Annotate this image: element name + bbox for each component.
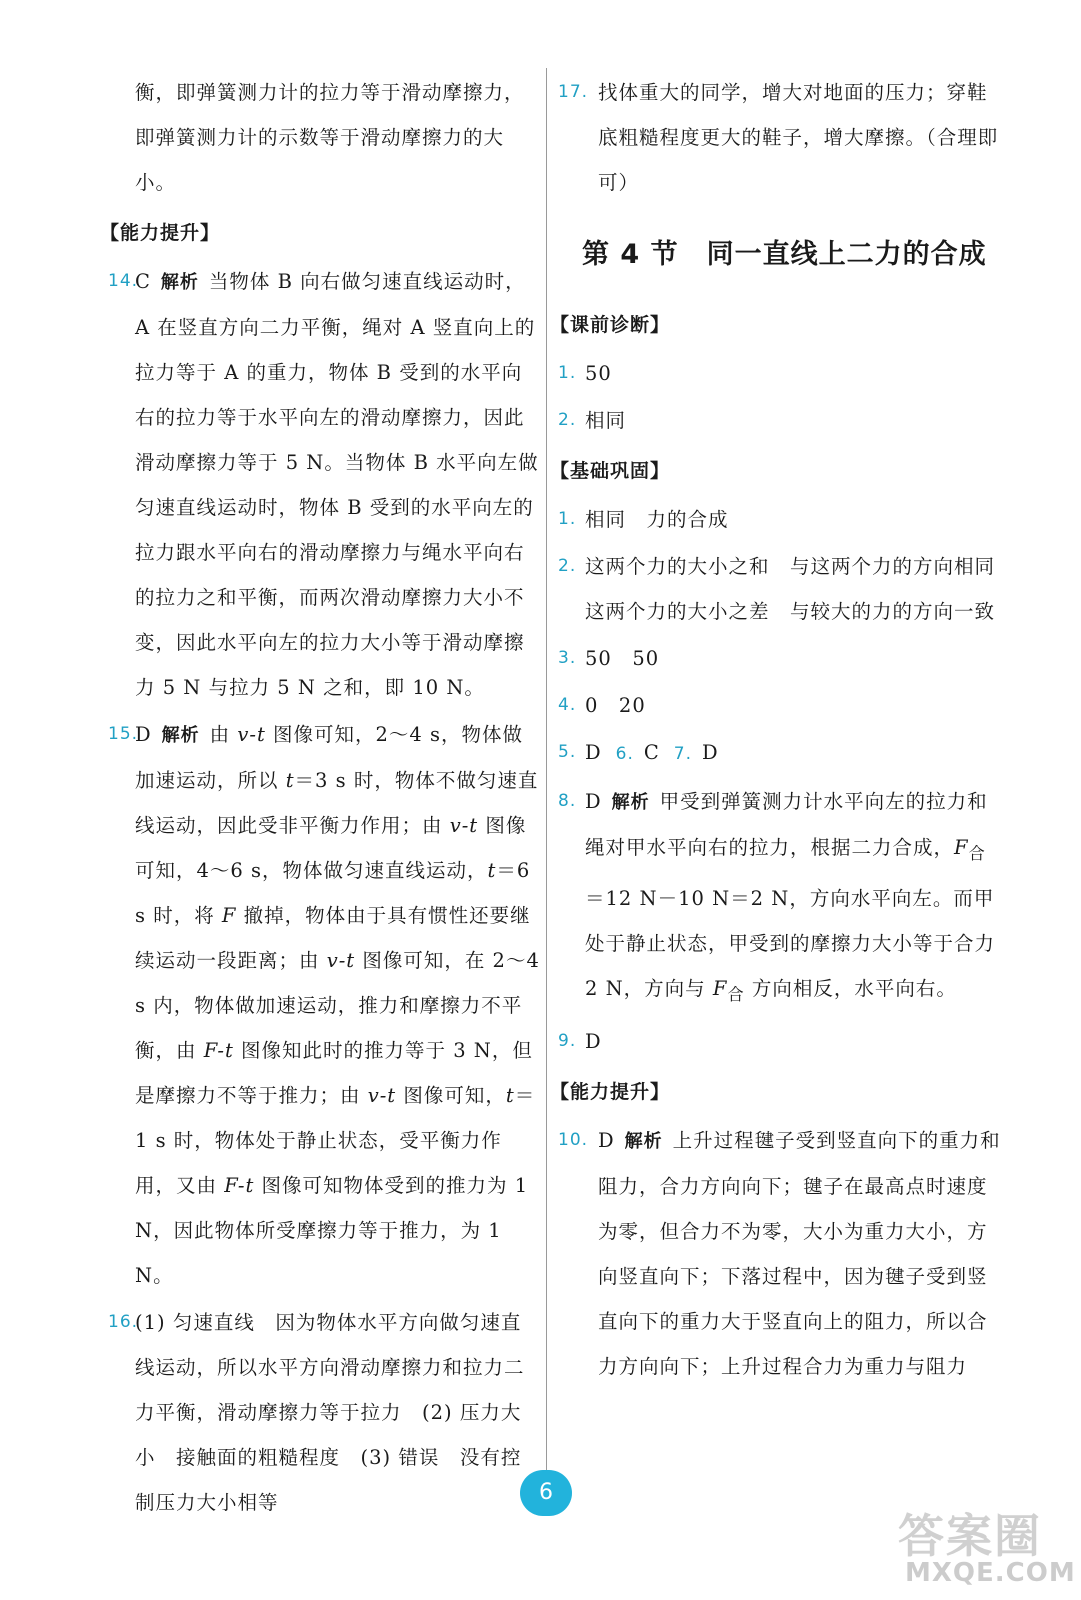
page-number: 6 (520, 1470, 572, 1516)
q14-text: 当物体 B 向右做匀速直线运动时，A 在竖直方向二力平衡，绳对 A 竖直向上的拉力等于 A 的重力，物体 B 受到的水平向右的拉力等于水平向左的滑动摩擦力，因此滑动摩擦力等于 5 N。当物体 B 水平向左做匀速直线运动时，物体 B 受到的水平向左的拉力跟水平向右的滑动摩擦力与绳水平向右的拉力之和平衡，而两次滑动摩擦力大小不变，因此水平向左的拉力大小等于滑动摩擦力 5 N 与拉力 5 N 之和，即 10 N。 (135, 270, 539, 699)
q10-answer: D (598, 1128, 615, 1152)
basic-7-text: D (702, 741, 719, 764)
q15-text: ＝3 s 时，物体不做匀速直线运动，因此受非平衡力作用；由 (135, 769, 539, 837)
q10-text: 上升过程毽子受到竖直向下的重力和阻力，合力方向向下；毽子在最高点时速度为零，但合力不为零，大小为重力大小，方向竖直向下；下落过程中，因为毽子受到竖直向下的重力大于竖直向上的阻力，所以合力方向向下；上升过程合力为重力与阻力 (598, 1128, 1001, 1378)
basic-answer-9 (558, 1019, 1005, 1064)
q15-t: t (487, 859, 497, 882)
q15-text: 图像可知，4～6 s，物体做匀速直线运动， (135, 814, 527, 882)
q15-answer: D (135, 723, 152, 746)
watermark-logo: 答案圈 (898, 1509, 1042, 1563)
q15-text: ＝1 s 时，物体处于静止状态，受平衡力作用，又由 (135, 1084, 536, 1197)
section-ability-right: 【能力提升】 (550, 1080, 671, 1103)
q10-number: 10. (558, 1129, 589, 1150)
basic-7-number: 7. (673, 744, 693, 764)
basic-5-number: 5. (558, 742, 577, 762)
q15-vt: v-t (367, 1084, 397, 1107)
q15-keyword: 解析 (161, 725, 200, 746)
watermark-url: MXQE.COM (905, 1558, 1076, 1588)
pre-1-text: 50 (585, 362, 612, 385)
basic-8-text: ＝12 N－10 N＝2 N，方向水平向左。而甲处于静止状态，甲受到的摩擦力大小等于合力 2 N，方向与 (585, 886, 996, 1000)
q15-F: F (221, 904, 237, 927)
q15-vt: v-t (326, 949, 356, 972)
basic-answer-8 (558, 779, 1005, 1017)
q15-text: 撤掉，物体由于具有惯性还要继续运动一段距离；由 (135, 904, 531, 972)
pre-2-number: 2. (558, 410, 577, 430)
left-column (100, 70, 540, 1527)
basic-8-text: 方向相反，水平向右。 (744, 976, 957, 1000)
section-basic: 【基础巩固】 (550, 460, 671, 482)
q13-text: 衡，即弹簧测力计的拉力等于滑动摩擦力，即弹簧测力计的示数等于滑动摩擦力的大小。 (135, 81, 525, 194)
q15-text: ＝6 s 时，将 (135, 859, 531, 927)
basic-1-text: 相同 力的合成 (585, 508, 729, 531)
q15-text: 图像可知物体受到的推力为 1 N，因此物体所受摩擦力等于推力，为 1 N。 (135, 1174, 529, 1287)
right-column (550, 70, 1016, 1391)
basic-8-sub: 合 (968, 843, 986, 863)
q15-t: t (285, 769, 295, 792)
q15-text: 由 (209, 723, 238, 746)
answer-14 (108, 259, 540, 710)
q15-text: 图像可知， (396, 1084, 506, 1107)
q17-text: 找体重大的同学，增大对地面的压力；穿鞋底粗糙程度更大的鞋子，增大摩擦。（合理即可） (598, 81, 999, 194)
q14-number: 14. (108, 271, 139, 291)
basic-4-number: 4. (558, 695, 577, 715)
basic-8-keyword: 解析 (611, 792, 650, 813)
basic-3-text: 50 50 (585, 647, 660, 670)
q15-vt: v-t (449, 814, 479, 837)
q15-text: 图像知此时的推力等于 3 N，但是摩擦力不等于推力；由 (135, 1039, 533, 1107)
basic-answer-5-7 (558, 730, 1005, 777)
basic-6-text: C (643, 741, 660, 764)
section-heading: 第 4 节 同一直线上二力的合成 (582, 239, 987, 270)
basic-8-text: 甲受到弹簧测力计水平向左的拉力和绳对甲水平向右的拉力，根据二力合成， (585, 790, 988, 859)
q17-number: 17. (558, 82, 589, 102)
section-ability: 【能力提升】 (100, 222, 221, 244)
basic-2-text: 这两个力的大小之和 与这两个力的方向相同 这两个力的大小之差 与较大的力的方向一致 (585, 555, 1016, 623)
q14-keyword: 解析 (160, 272, 199, 293)
basic-answer-1 (558, 497, 1005, 542)
q15-text: 图像可知，在 2～4 s 内，物体做加速运动，推力和摩擦力不平衡，由 (135, 949, 540, 1062)
q15-Ft: F-t (203, 1039, 234, 1062)
q15-vt: v-t (237, 723, 266, 746)
basic-4-text: 0 20 (585, 694, 646, 717)
q15-Ft: F-t (224, 1174, 255, 1197)
q13-continuation (108, 70, 540, 205)
basic-3-number: 3. (558, 648, 577, 668)
basic-answer-3 (558, 636, 1005, 681)
basic-9-number: 9. (558, 1030, 577, 1051)
answer-16 (108, 1300, 540, 1525)
q16-number: 16. (108, 1312, 139, 1332)
basic-8-answer: D (585, 790, 602, 813)
basic-2-number: 2. (558, 556, 577, 576)
column-divider (546, 68, 547, 1478)
basic-8-F: F (712, 976, 728, 1000)
q15-t: t (505, 1084, 515, 1107)
q15-number: 15. (108, 724, 139, 744)
basic-answer-2 (558, 544, 1016, 634)
basic-6-number: 6. (615, 744, 634, 764)
basic-8-number: 8. (558, 791, 577, 811)
pre-answer-1 (558, 351, 1005, 396)
answer-15 (108, 712, 540, 1298)
basic-5-text: D (585, 741, 602, 764)
answer-10 (558, 1118, 1005, 1389)
section-pre-diagnosis: 【课前诊断】 (550, 314, 671, 336)
q10-keyword: 解析 (624, 1130, 663, 1152)
pre-2-text: 相同 (585, 409, 627, 432)
basic-answer-4 (558, 683, 1005, 728)
q14-answer: C (135, 270, 151, 293)
pre-answer-2 (558, 398, 1005, 443)
q15-text: 图像可知，2～4 s，物体做加速运动，所以 (135, 723, 524, 792)
basic-8-F: F (954, 836, 969, 859)
basic-1-number: 1. (558, 509, 577, 529)
answer-17 (558, 70, 1005, 205)
basic-8-sub: 合 (727, 984, 745, 1004)
q16-text: (1) 匀速直线 因为物体水平方向做匀速直线运动，所以水平方向滑动摩擦力和拉力二力平衡，滑动摩擦力等于拉力 (2) 压力大小 接触面的粗糙程度 (3) 错误 没有控制压力大小相等 (135, 1311, 525, 1514)
basic-9-text: D (585, 1029, 602, 1053)
pre-1-number: 1. (558, 363, 577, 383)
